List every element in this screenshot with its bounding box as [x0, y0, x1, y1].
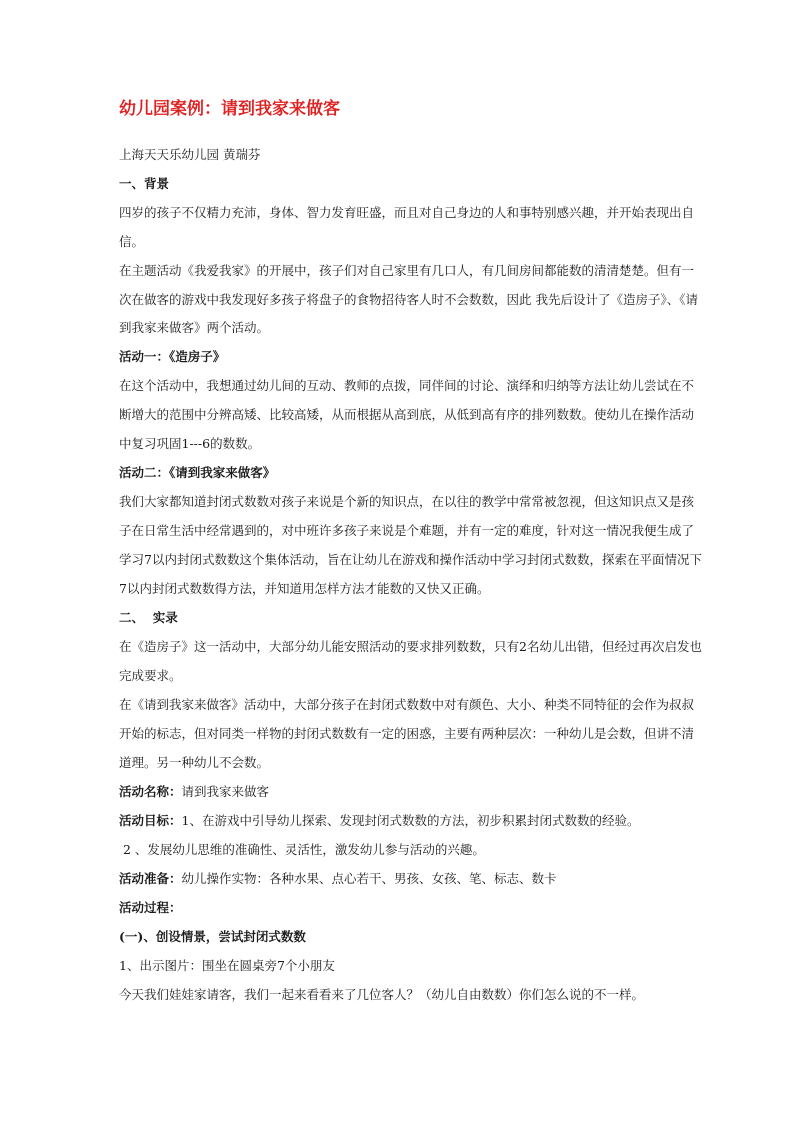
paragraph-line: 1、出示图片：围坐在圆桌旁7个小朋友	[119, 958, 335, 973]
paragraph-line: 到我家来做客》两个活动。	[119, 320, 270, 335]
paragraph-line: 断增大的范围中分辨高矮、比较高矮，从而根据从高到底，从低到高有序的排列数数。使幼儿在操作活动	[119, 407, 695, 422]
activity-process-label: 活动过程：	[119, 900, 182, 915]
paragraph-line: 学习7以内封闭式数数这个集体活动，旨在让幼儿在游戏和操作活动中学习封闭式数数，探索在平面情况下	[119, 552, 702, 567]
paragraph-line: 开始的标志，但对同类一样物的封闭式数数有一定的困惑，主要有两种层次：一种幼儿是会数，但讲不清	[119, 726, 695, 741]
paragraph-line: 信。	[119, 234, 145, 249]
section-heading-record: 二、 实录	[119, 610, 178, 625]
paragraph-line: 在《造房子》这一活动中，大部分幼儿能安照活动的要求排列数数，只有2名幼儿出错，但经过再次启发也	[119, 639, 702, 654]
paragraph-line: 7以内封闭式数数得方法，并知道用怎样方法才能数的又快又正确。	[119, 581, 490, 596]
activity-prep-row	[119, 871, 557, 887]
step-one-heading: (一)、创设情景，尝试封闭式数数	[119, 929, 306, 944]
activity-prep-value: 幼儿操作实物：各种水果、点心若干、男孩、女孩、笔、标志、数卡	[181, 871, 557, 886]
paragraph-line: 四岁的孩子不仅精力充沛，身体、智力发育旺盛，而且对自己身边的人和事特别感兴趣，并开始表现出自	[119, 205, 695, 220]
activity-name-row	[119, 784, 269, 800]
paragraph-line: 次在做客的游戏中我发现好多孩子将盘子的食物招待客人时不会数数，因此 我先后设计了《造房子》、《请	[119, 292, 698, 307]
activity-goal-row	[119, 813, 639, 829]
paragraph-line: 子在日常生活中经常遇到的，对中班许多孩子来说是个难题，并有一定的难度，针对这一情况我便生成了	[119, 523, 695, 538]
paragraph-line: 今天我们娃娃家请客，我们一起来看看来了几位客人？（幼儿自由数数）你们怎么说的不一样。	[119, 987, 645, 1002]
paragraph-line: 在这个活动中，我想通过幼儿间的互动、教师的点拨，同伴间的讨论、演绎和归纳等方法让幼儿尝试在不	[119, 378, 695, 393]
paragraph-line: 在主题活动《我爱我家》的开展中，孩子们对自己家里有几口人，有几间房间都能数的清清楚楚。但有一	[119, 263, 695, 278]
activity-prep-label: 活动准备：	[119, 871, 182, 886]
activity-name-value: 请到我家来做客	[181, 784, 270, 799]
document-title: 幼儿园案例：请到我家来做客	[119, 99, 340, 119]
activity-goal-label: 活动目标：	[119, 813, 182, 828]
paragraph-line: 我们大家都知道封闭式数数对孩子来说是个新的知识点，在以往的教学中常常被忽视，但这知识点又是孩	[119, 494, 695, 509]
activity-one-heading: 活动一：《造房子》	[119, 349, 226, 364]
paragraph-line: 完成要求。	[119, 668, 182, 683]
author-line: 上海天天乐幼儿园 黄瑞芬	[119, 147, 261, 162]
activity-two-heading: 活动二：《请到我家来做客》	[119, 465, 276, 480]
activity-goal-value: 1、在游戏中引导幼儿探索、发现封闭式数数的方法，初步积累封闭式数数的经验。	[181, 813, 640, 828]
paragraph-line: 在《请到我家来做客》活动中，大部分孩子在封闭式数数中对有颜色、大小、种类不同特征的会作为叔叔	[119, 697, 695, 712]
activity-name-label: 活动名称：	[119, 784, 182, 799]
section-heading-background: 一、背景	[119, 176, 170, 191]
paragraph-line: 中复习巩固1---6的数数。	[119, 436, 261, 451]
paragraph-line: 道理。另一种幼儿不会数。	[119, 755, 270, 770]
activity-goal-two: 2 、发展幼儿思维的准确性、灵活性，激发幼儿参与活动的兴趣。	[119, 842, 485, 857]
